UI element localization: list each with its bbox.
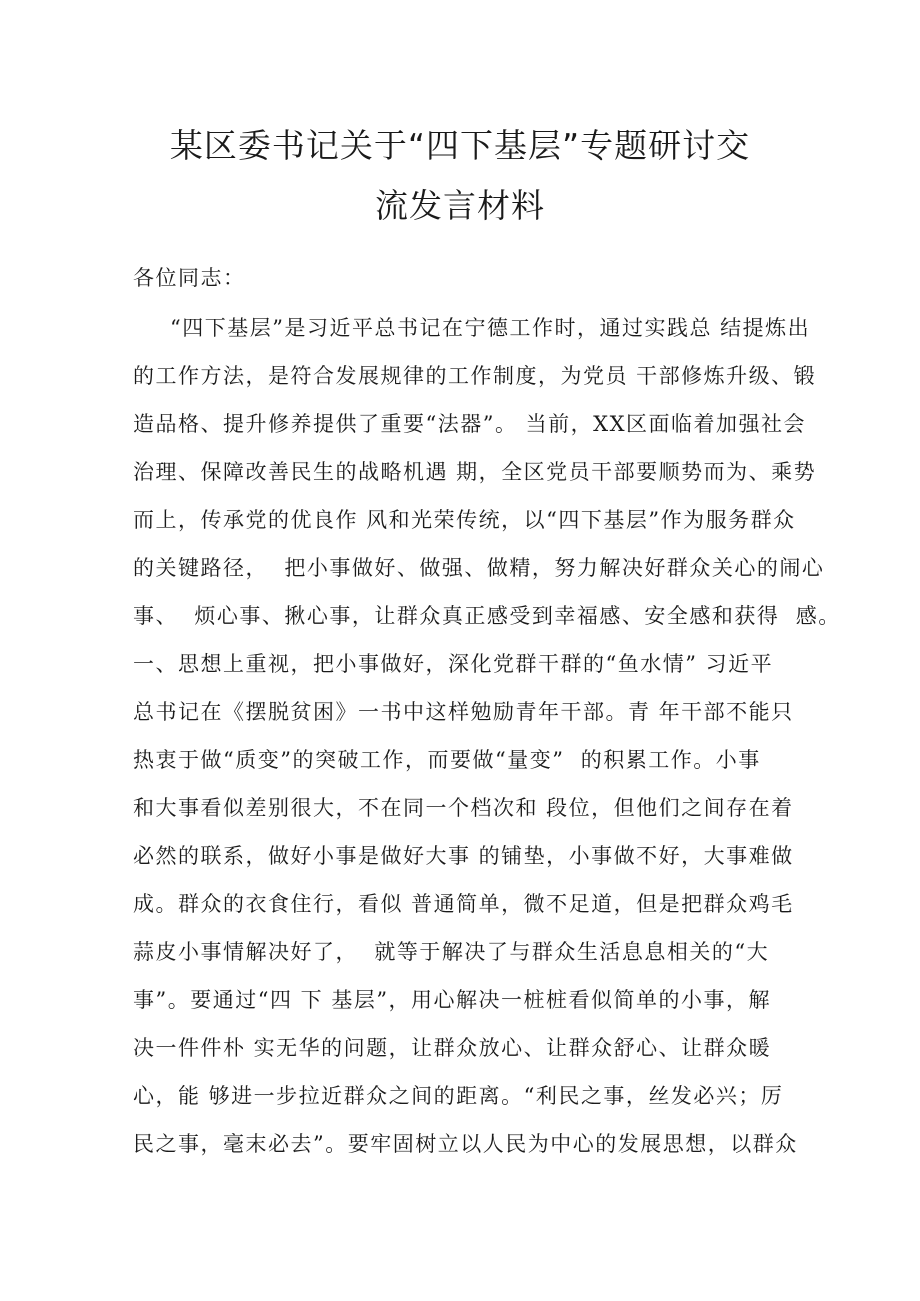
body-line: 的关键路径， 把小事做好、做强、做精，努力解决好群众关心的闹心 — [133, 556, 825, 580]
salutation: 各位同志： — [133, 266, 246, 290]
body-line: “四下基层”是习近平总书记在宁德工作时，通过实践总 结提炼出 — [170, 316, 811, 340]
body-line: 事、 烦心事、揪心事，让群众真正感受到幸福感、安全感和获得 感。 — [133, 604, 841, 628]
body-line: 热衷于做“质变”的突破工作，而要做“量变” 的积累工作。小事 — [133, 748, 761, 772]
body-line: 必然的联系，做好小事是做好大事 的铺垫，小事做不好，大事难做 — [133, 844, 794, 868]
body-line: 蒜皮小事情解决好了， 就等于解决了与群众生活息息相关的“大 — [133, 940, 770, 964]
section-heading-line: 一、思想上重视，把小事做好，深化党群干群的“鱼水情” 习近平 — [133, 652, 774, 676]
document-title-line-2: 流发言材料 — [375, 186, 545, 225]
body-line: 而上，传承党的优良作 风和光荣传统，以“四下基层”作为服务群众 — [133, 508, 796, 532]
body-line: 事”。要通过“四 下 基层”，用心解决一桩桩看似简单的小事，解 — [133, 988, 772, 1012]
body-line: 造品格、提升修养提供了重要“法器”。 当前，XX区面临着加强社会 — [133, 412, 807, 436]
body-line: 的工作方法，是符合发展规律的工作制度，为党员 干部修炼升级、锻 — [133, 364, 817, 388]
body-line: 民之事，毫末必去”。要牢固树立以人民为中心的发展思想，以群众 — [133, 1132, 798, 1156]
body-line: 心，能 够进一步拉近群众之间的距离。“利民之事，丝发必兴；厉 — [133, 1084, 784, 1108]
body-line: 和大事看似差别很大，不在同一个档次和 段位，但他们之间存在着 — [133, 796, 794, 820]
document-title-line-1: 某区委书记关于“四下基层”专题研讨交 — [169, 126, 751, 165]
body-line: 决一件件朴 实无华的问题，让群众放心、让群众舒心、让群众暖 — [133, 1036, 772, 1060]
body-line: 治理、保障改善民生的战略机遇 期，全区党员干部要顺势而为、乘势 — [133, 460, 817, 484]
body-line: 成。群众的衣食住行，看似 普通简单，微不足道，但是把群众鸡毛 — [133, 892, 794, 916]
body-line: 总书记在《摆脱贫困》一书中这样勉励青年干部。青 年干部不能只 — [133, 700, 794, 724]
